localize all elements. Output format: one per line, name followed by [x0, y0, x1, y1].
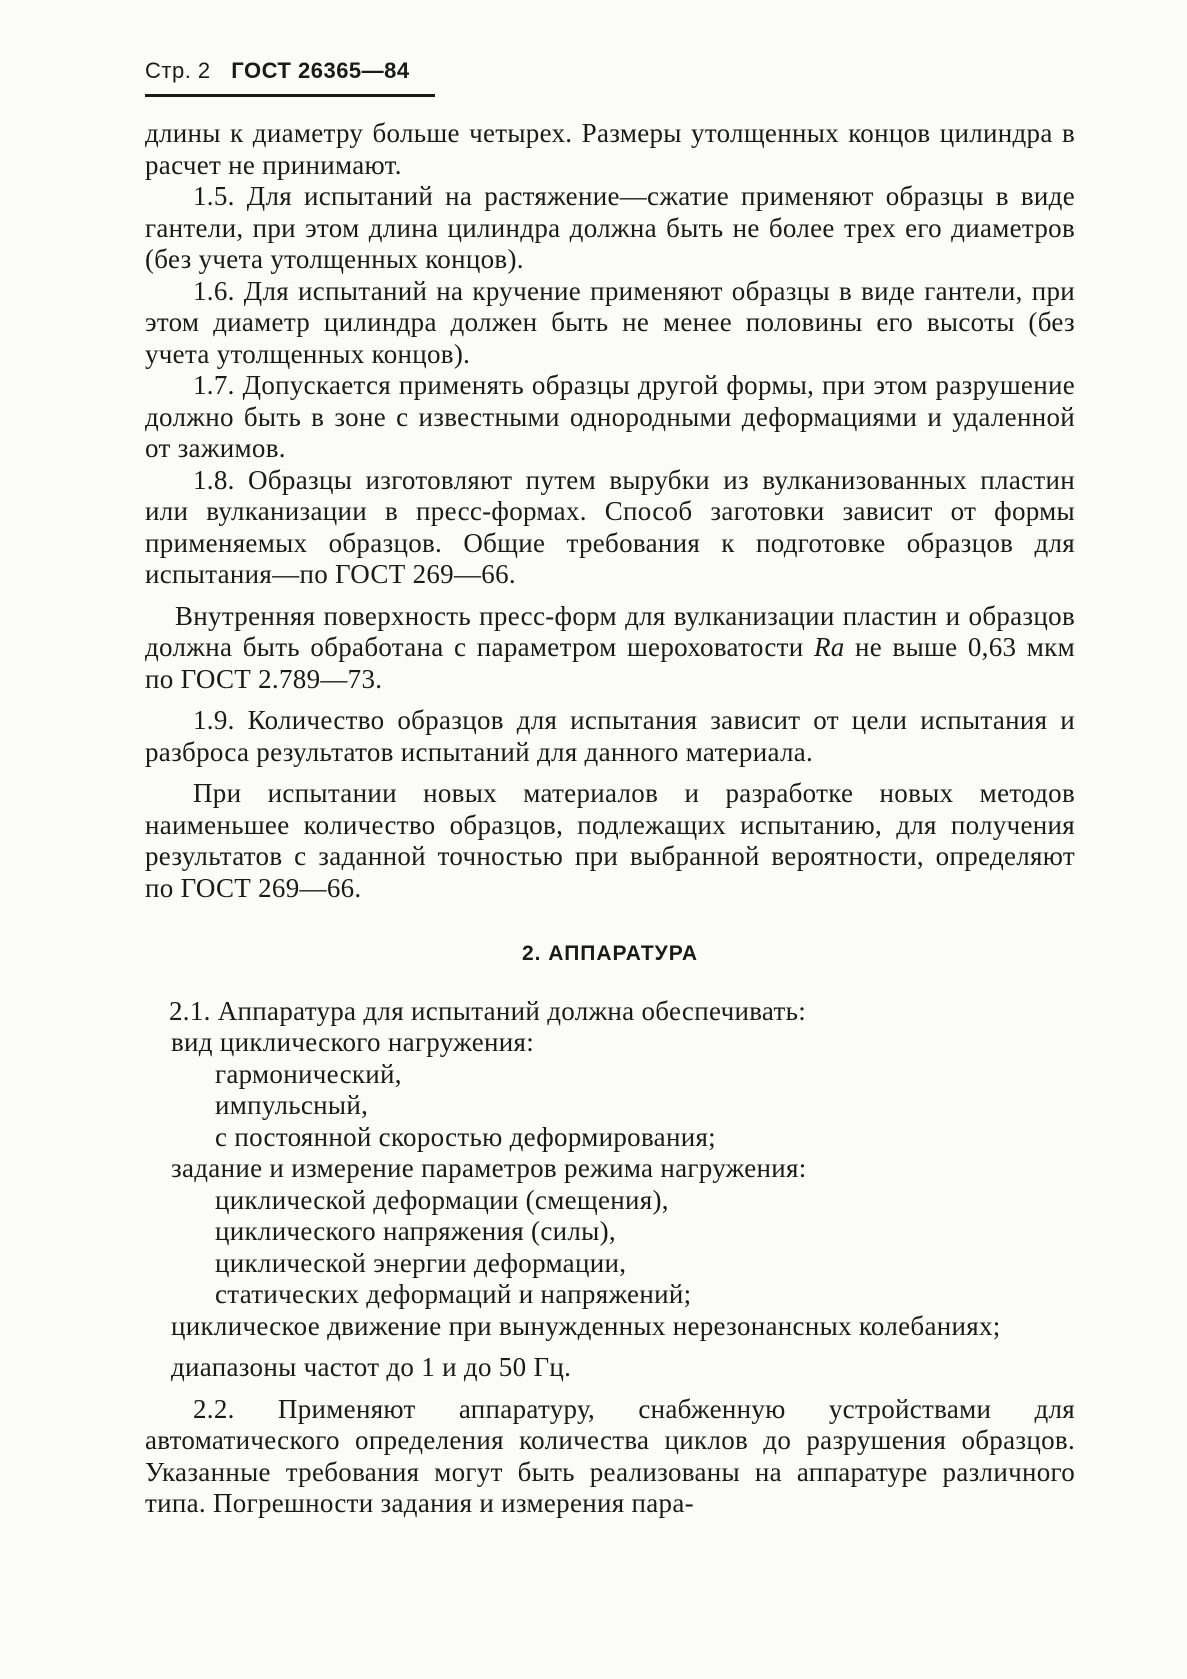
- paragraph-2-1: 2.1. Аппаратура для испытаний должна обеспечивать:: [169, 995, 807, 1026]
- document-body: [145, 118, 1075, 1520]
- requirements-list: [145, 1027, 1075, 1311]
- paragraph-cyclic-motion: циклическое движение при вынужденных нерезонансных колебаниях;: [171, 1310, 1001, 1341]
- paragraph-1-5: 1.5. Для испытаний на растяжение—сжатие применяют образцы в виде гантели, при этом длина цилиндра должна быть не более трех его диаметров (без учета утолщенных концов).: [145, 181, 1075, 274]
- list-item: статических деформаций и напряжений;: [215, 1279, 692, 1309]
- list-item: циклической деформации (смещения),: [215, 1184, 669, 1215]
- list-item: циклической энергии деформации,: [215, 1247, 627, 1278]
- paragraph-new-materials: При испытании новых материалов и разработке новых методов наименьшее количество образцов, подлежащих испытанию, для получения результатов с заданной точностью при выбранной вероятности, определяют по ГОСТ 269—66.: [145, 778, 1075, 903]
- page-number: Стр. 2: [145, 58, 211, 83]
- list-item: гармонический,: [215, 1058, 402, 1089]
- paragraph-1-8: 1.8. Образцы изготовляют путем вырубки из вулканизованных пластин или вулканизации в пресс-формах. Способ заготовки зависит от формы применяемых образцов. Общие требования к подготовке образцов для испытания—по ГОСТ 269—66.: [145, 464, 1075, 589]
- roughness-symbol: Ra: [813, 632, 845, 662]
- inner-surface-text-b: не выше 0,63 мкм по ГОСТ 2.789—73.: [145, 632, 1075, 694]
- list-item: с постоянной скоростью деформирования;: [215, 1121, 716, 1152]
- page-header: [145, 58, 410, 84]
- paragraph-1-7: 1.7. Допускается применять образцы другой формы, при этом разрушение должно быть в зоне с известными однородными деформациями и удаленной от зажимов.: [145, 370, 1075, 463]
- paragraph-1-9: 1.9. Количество образцов для испытания зависит от цели испытания и разброса результатов испытаний для данного материала.: [145, 705, 1075, 767]
- header-rule: [145, 94, 435, 97]
- paragraph-inner-surface: [145, 601, 1075, 696]
- paragraph-1-6: 1.6. Для испытаний на кручение применяют образцы в виде гантели, при этом диаметр цилиндра должен быть не менее половины его высоты (без учета утолщенных концов).: [145, 275, 1075, 369]
- list-item: вид циклического нагружения:: [171, 1027, 535, 1057]
- standard-number: ГОСТ 26365—84: [231, 58, 410, 83]
- inner-surface-text-a: Внутренняя поверхность пресс-форм для вулканизации пластин и образцов должна быть обработана с параметром шероховатости: [145, 600, 1075, 662]
- section-title: 2. АППАРАТУРА: [521, 942, 699, 965]
- list-item: циклического напряжения (силы),: [215, 1216, 616, 1246]
- paragraph-continuation: длины к диаметру больше четырех. Размеры утолщенных концов цилиндра в расчет не принимают.: [145, 118, 1075, 180]
- paragraph-frequency: диапазоны частот до 1 и до 50 Гц.: [171, 1352, 572, 1382]
- list-item: импульсный,: [215, 1090, 369, 1120]
- list-item: задание и измерение параметров режима нагружения:: [171, 1153, 807, 1183]
- paragraph-2-2: 2.2. Применяют аппаратуру, снабженную устройствами для автоматического определения количества циклов до разрушения образцов. Указанные требования могут быть реализованы на аппаратуре различного типа. Погрешности задания и измерения пара-: [145, 1393, 1075, 1518]
